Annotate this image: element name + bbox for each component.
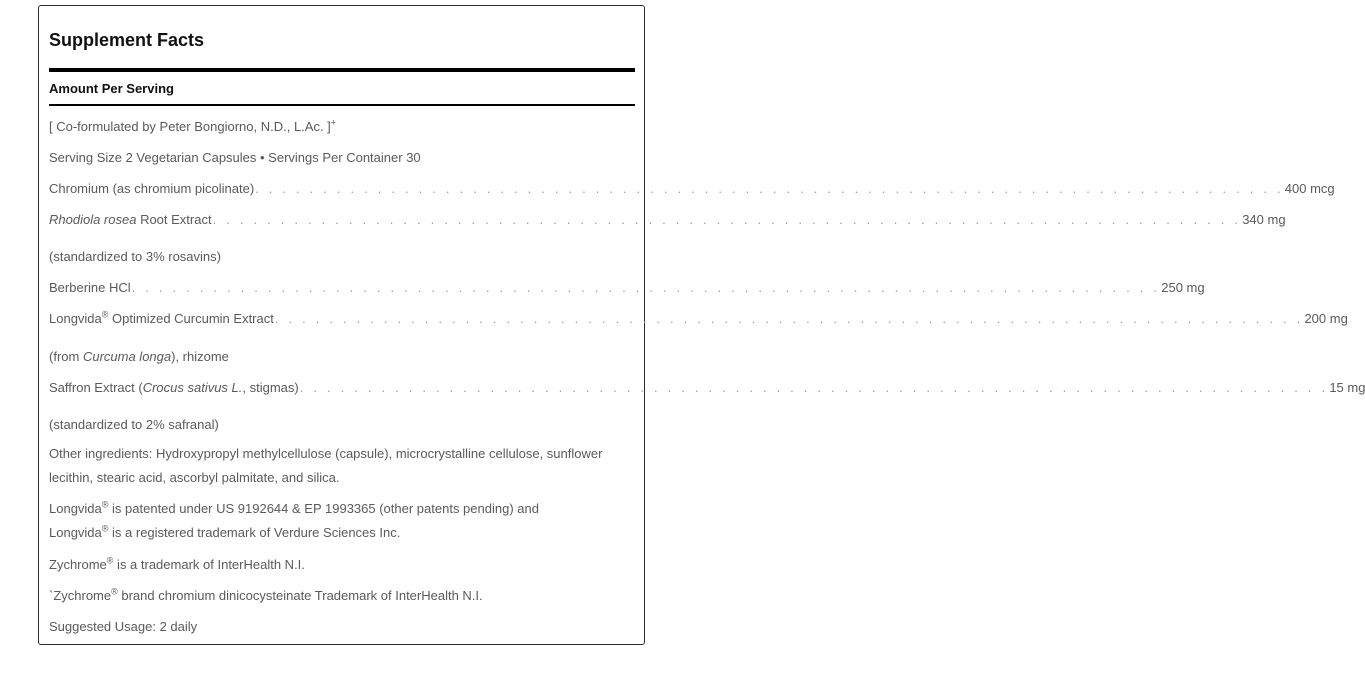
- amount-per-serving-heading: Amount Per Serving: [49, 81, 174, 96]
- dagger-mark: +: [330, 117, 337, 128]
- ingredient-amount: 200 mg: [1304, 311, 1348, 326]
- ingredient-amount: 15 mg: [1329, 380, 1365, 395]
- ingredient-row: Rhodiola rosea Root Extract . . . . . . . . . . . . . . . . . . . . . . . . . . . . . . . . . . . . . . . . . . . . . . . . . . . . . . . . . . . . . . . . . . . . . . . . . . . . 340 mg: [49, 212, 1286, 227]
- ingredient-note: (from Curcuma longa), rhizome: [49, 349, 229, 364]
- panel-title: Supplement Facts: [49, 30, 205, 50]
- serving-info: Serving Size 2 Vegetarian Capsules • Servings Per Container 30: [49, 150, 421, 165]
- ingredient-row: Longvida® Optimized Curcumin Extract . . . . . . . . . . . . . . . . . . . . . . . . . . . . . . . . . . . . . . . . . . . . . . . . . . . . . . . . . . . . . . . . . . . . . . . . . . . . 200 mg: [49, 309, 1348, 326]
- leader-dots: . . . . . . . . . . . . . . . . . . . . . . . . . . . . . . . . . . . . . . . . . . . . . . . . . . . . . . . . . . . . . . . . . . . . . . . . . . . .: [274, 311, 1304, 326]
- formulator-credit: [ Co-formulated by Peter Bongiorno, N.D., L.Ac. ]+: [49, 117, 337, 134]
- ingredient-amount: 250 mg: [1161, 280, 1205, 295]
- ingredient-row: Saffron Extract (Crocus sativus L., stigmas) . . . . . . . . . . . . . . . . . . . . . . . . . . . . . . . . . . . . . . . . . . . . . . . . . . . . . . . . . . . . . . . . . . . . . . . . . . . . 15 mg: [49, 380, 1365, 395]
- thick-divider: [49, 68, 635, 72]
- leader-dots: . . . . . . . . . . . . . . . . . . . . . . . . . . . . . . . . . . . . . . . . . . . . . . . . . . . . . . . . . . . . . . . . . . . . . . . . . . . .: [212, 212, 1242, 227]
- ingredient-note: (standardized to 3% rosavins): [49, 249, 221, 264]
- ingredient-amount: 400 mcg: [1284, 181, 1335, 196]
- thin-divider: [49, 104, 635, 106]
- leader-dots: . . . . . . . . . . . . . . . . . . . . . . . . . . . . . . . . . . . . . . . . . . . . . . . . . . . . . . . . . . . . . . . . . . . . . . . . . . . .: [131, 280, 1161, 295]
- other-ingredients: Other ingredients: Hydroxypropyl methylcellulose (capsule), microcrystalline cellulose, sunflower lecithin, stearic acid, ascorbyl palmitate, and silica.: [49, 446, 603, 485]
- ingredient-amount: 340 mg: [1242, 212, 1286, 227]
- leader-dots: . . . . . . . . . . . . . . . . . . . . . . . . . . . . . . . . . . . . . . . . . . . . . . . . . . . . . . . . . . . . . . . . . . . . . . . . . . . .: [299, 380, 1329, 395]
- suggested-usage: Suggested Usage: 2 daily: [49, 619, 198, 634]
- longvida-patent-note: Longvida® is patented under US 9192644 & EP 1993365 (other patents pending) and Longvida® is a registered trademark of Verdure Sciences Inc.: [49, 499, 539, 540]
- zychrome-brand-note: `Zychrome® brand chromium dinicocysteinate Trademark of InterHealth N.I.: [49, 586, 483, 603]
- leader-dots: . . . . . . . . . . . . . . . . . . . . . . . . . . . . . . . . . . . . . . . . . . . . . . . . . . . . . . . . . . . . . . . . . . . . . . . . . . . .: [255, 181, 1284, 196]
- ingredient-row: Berberine HCl . . . . . . . . . . . . . . . . . . . . . . . . . . . . . . . . . . . . . . . . . . . . . . . . . . . . . . . . . . . . . . . . . . . . . . . . . . . . 250 mg: [49, 280, 1205, 295]
- zychrome-trademark-note: Zychrome® is a trademark of InterHealth N.I.: [49, 555, 305, 572]
- ingredient-row: Chromium (as chromium picolinate) . . . . . . . . . . . . . . . . . . . . . . . . . . . . . . . . . . . . . . . . . . . . . . . . . . . . . . . . . . . . . . . . . . . . . . . . . . . . 400 mcg: [49, 181, 1335, 196]
- ingredient-note: (standardized to 2% safranal): [49, 417, 219, 432]
- registered-mark: ®: [101, 309, 109, 320]
- supplement-facts-panel: [38, 5, 1365, 645]
